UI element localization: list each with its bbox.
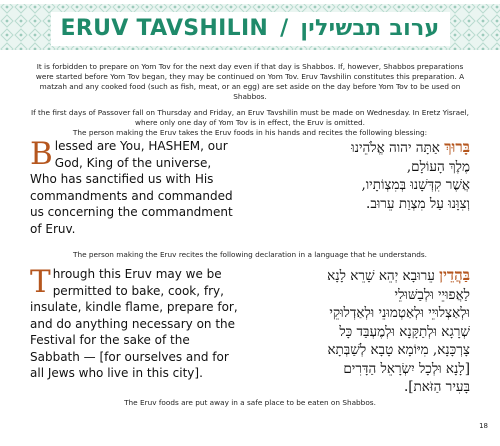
declaration-section (30, 266, 470, 396)
intro-paragraph-3: The person making the Eruv takes the Eruv foods in his hands and recites the following blessing: (72, 128, 428, 137)
blessing-english (30, 138, 240, 237)
blessing-hebrew-line-2: מֶלֶךְ הָעוֹלָם, (406, 158, 470, 175)
title-english: ERUV TAVSHILIN (60, 16, 269, 41)
declaration-hebrew-line-2: לַאֲפוּיֵי וּלְבַשּׁוּלֵי (394, 286, 470, 303)
declaration-dropcap: T (30, 264, 51, 300)
header (0, 12, 500, 46)
blessing-english-text: lessed are You, HASHEM, our God, King of the universe, Who has sanctified us with His commandments and commanded us concerning the commandment of Eruv. (30, 139, 233, 236)
intro-paragraph-2: If the first days of Passover fall on Thursday and Friday, an Eruv Tavshilin must be made on Wednesday. In Eretz Yisrael, where only one day of Yom Tov is in effect, the Eruv is omitted. (30, 108, 469, 127)
blessing-hebrew-first-word: בָּרוּךְ (444, 138, 470, 156)
blessing-hebrew-line-4: וְצִוָּנוּ עַל מִצְוַת עֵרוּב. (366, 195, 470, 212)
declaration-hebrew-line-1: עֵרוּבָא יְהֵא שָׁרֵא לָנָא (327, 268, 435, 284)
blessing-hebrew (240, 138, 470, 213)
blessing-hebrew-line-1: אַתָּה יהוה אֱלֹהֵינוּ (351, 140, 440, 156)
declaration-hebrew-line-4: שְׁרָגָא וּלְתַקָּנָא וּלְמֶעְבַּד כָּל (339, 323, 470, 340)
intro-paragraph-1: It is forbidden to prepare on Yom Tov for the next day even if that day is Shabbos. If, however, Shabbos preparations were started before Yom Tov began, they may be continued on Yom Tov. Eruv Tavshilin constitutes this preparation. A matzah and any cooked food (such as fish, meat, or an egg) are set aside on the day before Yom Tov to be used on Shabbos. (35, 62, 465, 101)
page-number: 18 (479, 422, 488, 430)
blessing-section (30, 138, 470, 248)
declaration-hebrew (240, 266, 470, 397)
declaration-instruction: The person making the Eruv recites the following declaration in a language that he understands. (73, 250, 427, 259)
title-separator: / (280, 16, 289, 41)
declaration-hebrew-line-6: [לָנָא וּלְכָל יִשְׂרָאֵל הַדָּרִים (343, 360, 470, 377)
declaration-hebrew-line-7: בָּעִיר הַזֹּאת]. (403, 379, 470, 395)
declaration-hebrew-first-word: בַּהֲדֵין (439, 266, 470, 284)
page-title (51, 12, 450, 46)
declaration-english (30, 266, 240, 382)
declaration-english-text: hrough this Eruv may we be permitted to bake, cook, fry, insulate, kindle flame, prepare for, and do anything necessary on the Festival for the sake of the Sabbath — [for ourselves and for all Jews who live in this city]. (30, 267, 238, 380)
declaration-hebrew-line-5: צָרְכָּנָא, מִיּוֹמָא טָבָא לְשַׁבְּתָא (327, 342, 470, 358)
declaration-hebrew-line-3: וּלְאַצְלוּיֵי וּלְאַטְמוּנֵי וּלְאַדְלוּקֵי (329, 305, 470, 321)
intro-instructions (30, 62, 470, 138)
blessing-hebrew-line-3: אֲשֶׁר קִדְּשָׁנוּ בְּמִצְוֹתָיו, (361, 177, 470, 193)
blessing-dropcap: B (30, 136, 53, 172)
footer-note: The Eruv foods are put away in a safe place to be eaten on Shabbos. (124, 398, 376, 407)
title-hebrew: ערוב תבשילין (300, 16, 440, 41)
